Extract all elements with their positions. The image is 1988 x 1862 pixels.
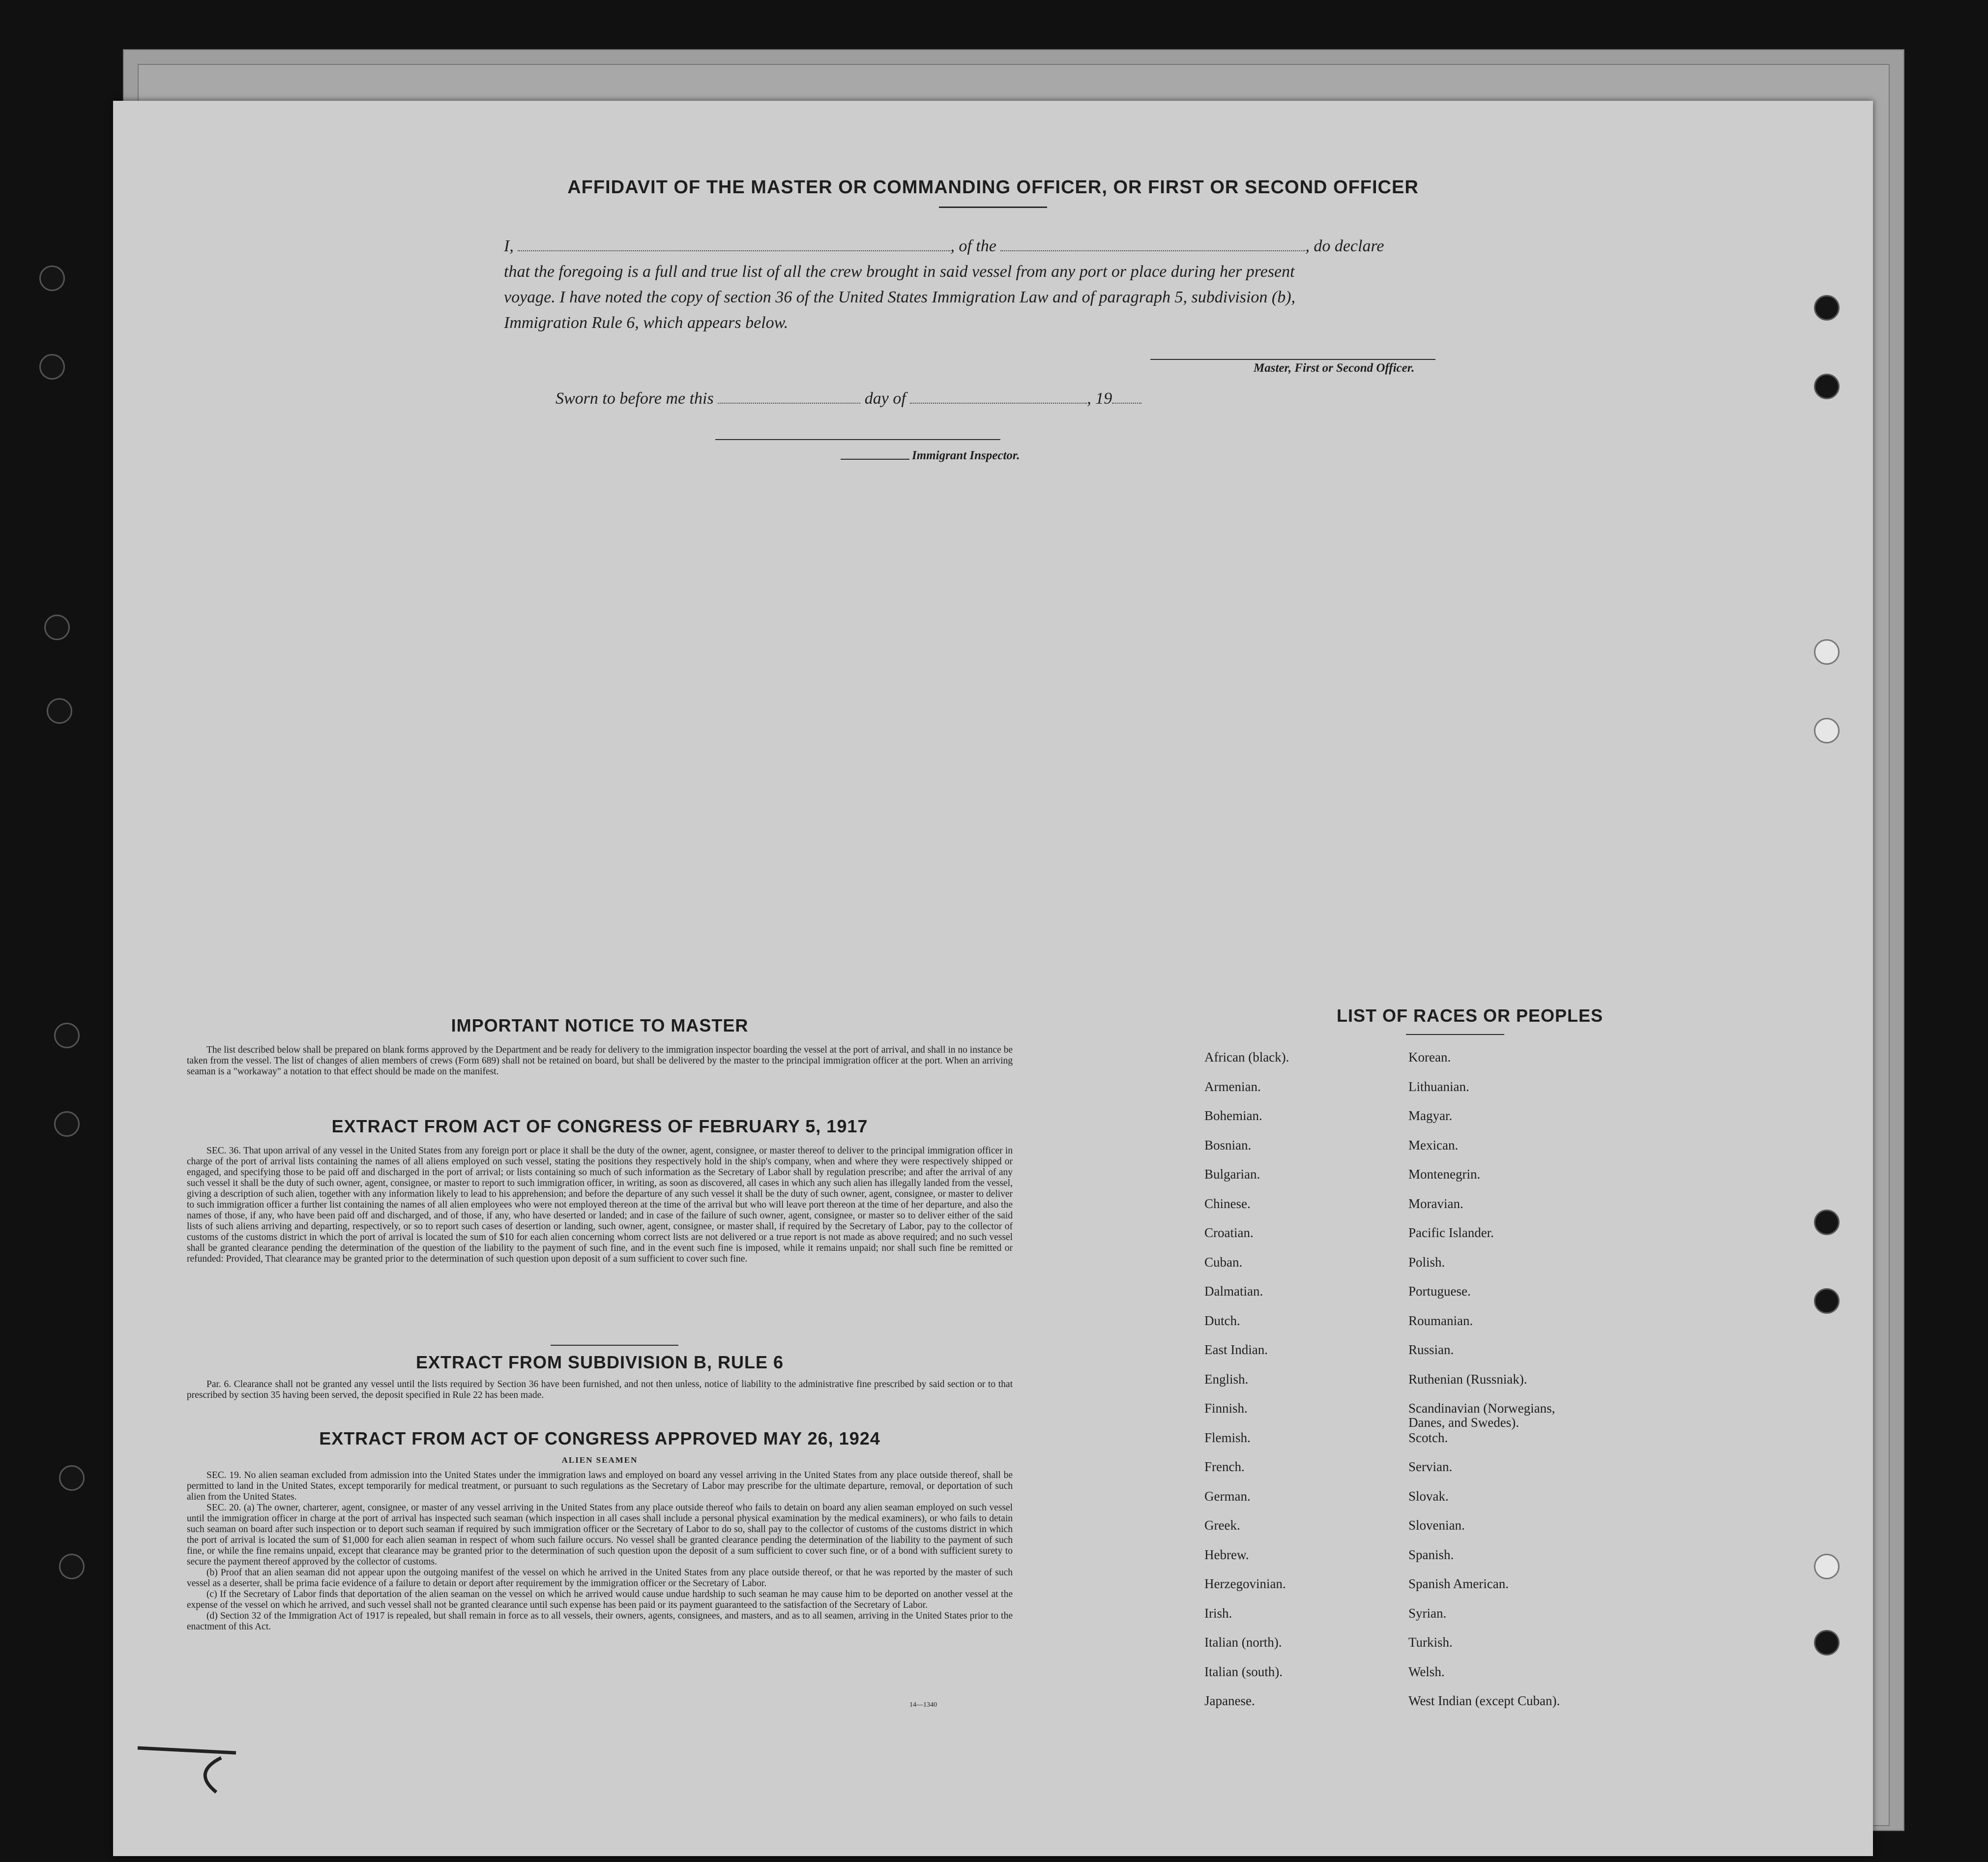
- affidavit-line-2: that the foregoing is a full and true list of all the crew brought in said vessel from any port or place during her present: [504, 263, 1295, 281]
- race-item: Spanish.: [1408, 1547, 1454, 1562]
- extract-1924-paragraph: (d) Section 32 of the Immigration Act of 1917 is repealed, but shall remain in force as to all vessels, their owners, agents, consignees, and masters, and as to all seamen, arriving in the United States prior to the enactment of this Act.: [187, 1611, 1013, 1632]
- race-item: Dutch.: [1204, 1313, 1240, 1328]
- notice-title: IMPORTANT NOTICE TO MASTER: [451, 1015, 749, 1035]
- race-item: Danes, and Swedes).: [1408, 1415, 1519, 1430]
- race-item: Roumanian.: [1408, 1313, 1473, 1328]
- extract-rule6-title: EXTRACT FROM SUBDIVISION B, RULE 6: [415, 1352, 784, 1372]
- extract-1917-title: EXTRACT FROM ACT OF CONGRESS OF FEBRUARY 5, 1917: [331, 1116, 868, 1136]
- notice-text: [187, 1045, 1013, 1077]
- binder-hole: [1814, 1554, 1840, 1579]
- affidavit-i: I,: [504, 237, 514, 255]
- race-item: Cuban.: [1204, 1254, 1243, 1270]
- race-item: Portuguese.: [1408, 1284, 1471, 1299]
- race-item: African (black).: [1204, 1050, 1289, 1064]
- race-item: West Indian (except Cuban).: [1408, 1693, 1560, 1708]
- race-item: English.: [1204, 1371, 1249, 1387]
- title-rule: [939, 207, 1047, 208]
- extract-1924-paragraph: SEC. 20. (a) The owner, charterer, agent, consignee, or master of any vessel arriving in the United States from any place outside thereof who fails to detain on board any alien seaman employed on such vessel until the immigration officer in charge at the port of arrival has inspected such seaman (which inspection in all cases shall include a personal physical examination by the medical examiners), or who fails to detain such seaman on board after such inspection or to deport such seaman if required by such immigration officer or the Secretary of Labor to do so, shall pay to the collector of customs of the customs district in which the port of arrival is located the sum of $1,000 for each alien seaman in respect of whom such failure occurs. No vessel shall be granted clearance pending the determination of the liability to the payment of such fine, or while the fine remains unpaid, except that clearance may be granted prior to the determination of such question upon the deposit of a sum sufficient to cover such fine, or of a bond with sufficient surety to secure the payment thereof approved by the collector of customs.: [187, 1503, 1013, 1567]
- month-blank: [910, 388, 1087, 404]
- binder-hole: [59, 1465, 85, 1491]
- binder-hole: [59, 1554, 85, 1579]
- race-item: Magyar.: [1408, 1108, 1453, 1123]
- race-item: Dalmatian.: [1204, 1284, 1263, 1299]
- race-item: Russian.: [1408, 1342, 1454, 1357]
- race-item: Korean.: [1408, 1050, 1451, 1064]
- race-item: German.: [1204, 1488, 1251, 1504]
- race-item: Flemish.: [1204, 1430, 1251, 1445]
- race-item: Italian (south).: [1204, 1664, 1283, 1679]
- race-item: French.: [1204, 1459, 1245, 1474]
- race-item: Bosnian.: [1204, 1137, 1252, 1153]
- race-item: Armenian.: [1204, 1079, 1261, 1094]
- section-rule: [551, 1345, 678, 1346]
- extract-rule6-text: [187, 1379, 1013, 1401]
- race-item: Irish.: [1204, 1605, 1232, 1621]
- binder-hole: [1814, 639, 1840, 665]
- notice-paragraph: The list described below shall be prepared on blank forms approved by the Department and be ready for delivery to the immigration inspector boarding the vessel at the port of arrival, and shall in no instance be taken from the vessel. The list of changes of alien members of crews (Form 689) shall not be retained on board, but shall be delivered by the master to the principal immigration officer at the port. When an arriving seaman is a "workaway" a notation to that effect should be made on the manifest.: [187, 1045, 1013, 1077]
- race-item: Moravian.: [1408, 1196, 1463, 1211]
- day-blank: [718, 388, 860, 404]
- race-item: Slovenian.: [1408, 1518, 1465, 1533]
- master-caption: Master, First or Second Officer.: [1254, 361, 1415, 375]
- extract-1924-text: [187, 1470, 1013, 1632]
- binder-hole: [1814, 1210, 1840, 1235]
- affidavit-title: AFFIDAVIT OF THE MASTER OR COMMANDING OFFICER, OR FIRST OR SECOND OFFICER: [567, 177, 1419, 198]
- race-item: Italian (north).: [1204, 1635, 1282, 1650]
- affidavit-line-1: [504, 234, 1593, 259]
- race-item: Ruthenian (Russniak).: [1408, 1371, 1527, 1387]
- race-item: Welsh.: [1408, 1664, 1445, 1679]
- extract-1924-paragraph: SEC. 19. No alien seaman excluded from admission into the United States under the immigration laws and employed on board any vessel arriving in the United States from any place outside thereof, shall be permitted to land in the United States, except temporarily for medical treatment, or pursuant to such regulations as the Secretary of Labor may prescribe for the ultimate departure, removal, or deportation of such alien from the United States.: [187, 1470, 1013, 1502]
- race-item: Mexican.: [1408, 1137, 1459, 1153]
- race-item: Scandinavian (Norwegians,: [1408, 1401, 1555, 1416]
- binder-hole: [1814, 374, 1840, 399]
- binder-hole: [54, 1111, 80, 1137]
- day-of-text: day of: [864, 389, 906, 408]
- race-item: Slovak.: [1408, 1488, 1449, 1504]
- sworn-text: Sworn to before me this: [555, 389, 714, 408]
- binder-hole: [1814, 1288, 1840, 1314]
- manifest-page: [113, 101, 1873, 1856]
- extract-1924-subtitle: ALIEN SEAMEN: [561, 1455, 638, 1465]
- binder-hole: [44, 615, 70, 640]
- race-item: Polish.: [1408, 1254, 1445, 1270]
- race-item: Chinese.: [1204, 1196, 1251, 1211]
- extract-rule6-paragraph: Par. 6. Clearance shall not be granted any vessel until the lists required by Section 36 have been furnished, and not then unless, notice of liability to the administrative fine prescribed by said section or to that prescribed by section 35 having been served, the deposit specified in Rule 22 has been made.: [187, 1379, 1013, 1400]
- race-item: Hebrew.: [1204, 1547, 1249, 1562]
- race-item: Japanese.: [1204, 1693, 1255, 1708]
- sworn-line: [555, 386, 1244, 412]
- binder-hole: [39, 266, 65, 291]
- binder-hole: [47, 698, 72, 724]
- year-blank: [1112, 388, 1141, 404]
- pencil-mark: [133, 1738, 261, 1802]
- binder-hole: [1814, 1630, 1840, 1655]
- race-item: Pacific Islander.: [1408, 1225, 1494, 1240]
- affidavit-line-4: Immigration Rule 6, which appears below.: [504, 314, 789, 332]
- extract-1917-text: [187, 1146, 1013, 1265]
- binder-hole: [1814, 295, 1840, 321]
- race-item: Syrian.: [1408, 1605, 1447, 1621]
- race-item: Servian.: [1408, 1459, 1453, 1474]
- race-item: Bohemian.: [1204, 1108, 1262, 1123]
- race-item: Finnish.: [1204, 1401, 1248, 1416]
- race-item: Spanish American.: [1408, 1576, 1509, 1591]
- binder-hole: [39, 354, 65, 380]
- affidavit-of-the: , of the: [950, 237, 996, 255]
- affidavit-line-3: voyage. I have noted the copy of section 36 of the United States Immigration Law and of paragraph 5, subdivision (b),: [504, 288, 1296, 306]
- race-item: Greek.: [1204, 1518, 1240, 1533]
- race-item: East Indian.: [1204, 1342, 1268, 1357]
- races-rule: [1406, 1034, 1504, 1035]
- extract-1917-paragraph: SEC. 36. That upon arrival of any vessel in the United States from any foreign port or place it shall be the duty of the owner, agent, consignee, or master thereof to deliver to the principal immigration officer in charge of the port of arrival lists containing the names of all aliens employed on such vessel, stating the positions they respectively hold in the ship's company, when and where they were respectively shipped or engaged, and specifying those to be paid off and discharged in the port of arrival; or lists containing so much of such information as the Secretary of Labor shall by regulation prescribe; and after the arrival of any such vessel it shall be the duty of such owner, agent, consignee, or master to report to such immigration officer, in writing, as soon as discovered, all cases in which any such alien has illegally landed from the vessel, giving a description of such alien, together with any information likely to lead to his apprehension; and before the departure of any such vessel it shall be the duty of such owner, agent, consignee, or master to deliver to such immigration officer a further list containing the names of all alien employees who were not employed thereon at the time of the arrival but who will leave port thereon at the time of her departure, and also the names of those, if any, who have been paid off and discharged, and of those, if any, who have deserted or landed; and in case of the failure of such owner, agent, consignee, or master so to deliver either of the said lists of such aliens arriving and departing, respectively, or so to report such cases of desertion or landing, such owner, agent, consignee, or master shall, if required by the Secretary of Labor, pay to the collector of customs of the customs district in which the port of arrival is located the sum of $10 for each alien concerning whom correct lists are not delivered or a true report is not made as above required; and no such vessel shall be granted clearance pending the determination of the question of the liability to the payment of such fine, and in the event such fine is imposed, while it remains unpaid; nor shall such fine be remitted or refunded: Provided, That clearance may be granted prior to the determination of such question upon deposit of a sum sufficient to cover such fine.: [187, 1146, 1013, 1264]
- races-title: LIST OF RACES OR PEOPLES: [1336, 1005, 1604, 1026]
- extract-1924-paragraph: (c) If the Secretary of Labor finds that deportation of the alien seaman on the vessel on which he arrived would cause undue hardship to such seaman he may cause him to be deported on another vessel at the expense of the vessel on which he arrived, and such vessel shall not be granted clearance until such expense has been paid or its payment guaranteed to the satisfaction of the Secretary of Labor.: [187, 1589, 1013, 1610]
- inspector-caption: Immigrant Inspector.: [912, 449, 1020, 462]
- inspector-line: [715, 439, 1000, 440]
- race-item: Herzegovinian.: [1204, 1576, 1286, 1591]
- name-blank: [518, 236, 950, 251]
- race-item: Scotch.: [1408, 1430, 1448, 1445]
- race-item: Croatian.: [1204, 1225, 1254, 1240]
- year-text: , 19: [1087, 389, 1112, 408]
- binder-hole: [1814, 718, 1840, 743]
- vessel-blank: [1000, 236, 1305, 251]
- affidavit-do-declare: , do declare: [1305, 237, 1384, 255]
- extract-1924-title: EXTRACT FROM ACT OF CONGRESS APPROVED MAY 26, 1924: [319, 1428, 880, 1448]
- inspector-line-short: [841, 459, 909, 460]
- extract-1924-paragraph: (b) Proof that an alien seaman did not appear upon the outgoing manifest of the vessel on which he arrived in the United States from any place outside thereof, or that he was reported by the master of such vessel as a deserter, shall be prima facie evidence of a failure to detain or deport after requirement by the immigration officer or the Secretary of Labor.: [187, 1567, 1013, 1589]
- race-item: Montenegrin.: [1408, 1167, 1481, 1182]
- race-item: Lithuanian.: [1408, 1079, 1469, 1094]
- signature-line: [1150, 359, 1435, 360]
- binder-hole: [54, 1023, 80, 1048]
- race-item: Turkish.: [1408, 1635, 1453, 1650]
- race-item: Bulgarian.: [1204, 1167, 1260, 1182]
- form-number: 14—1340: [909, 1701, 937, 1709]
